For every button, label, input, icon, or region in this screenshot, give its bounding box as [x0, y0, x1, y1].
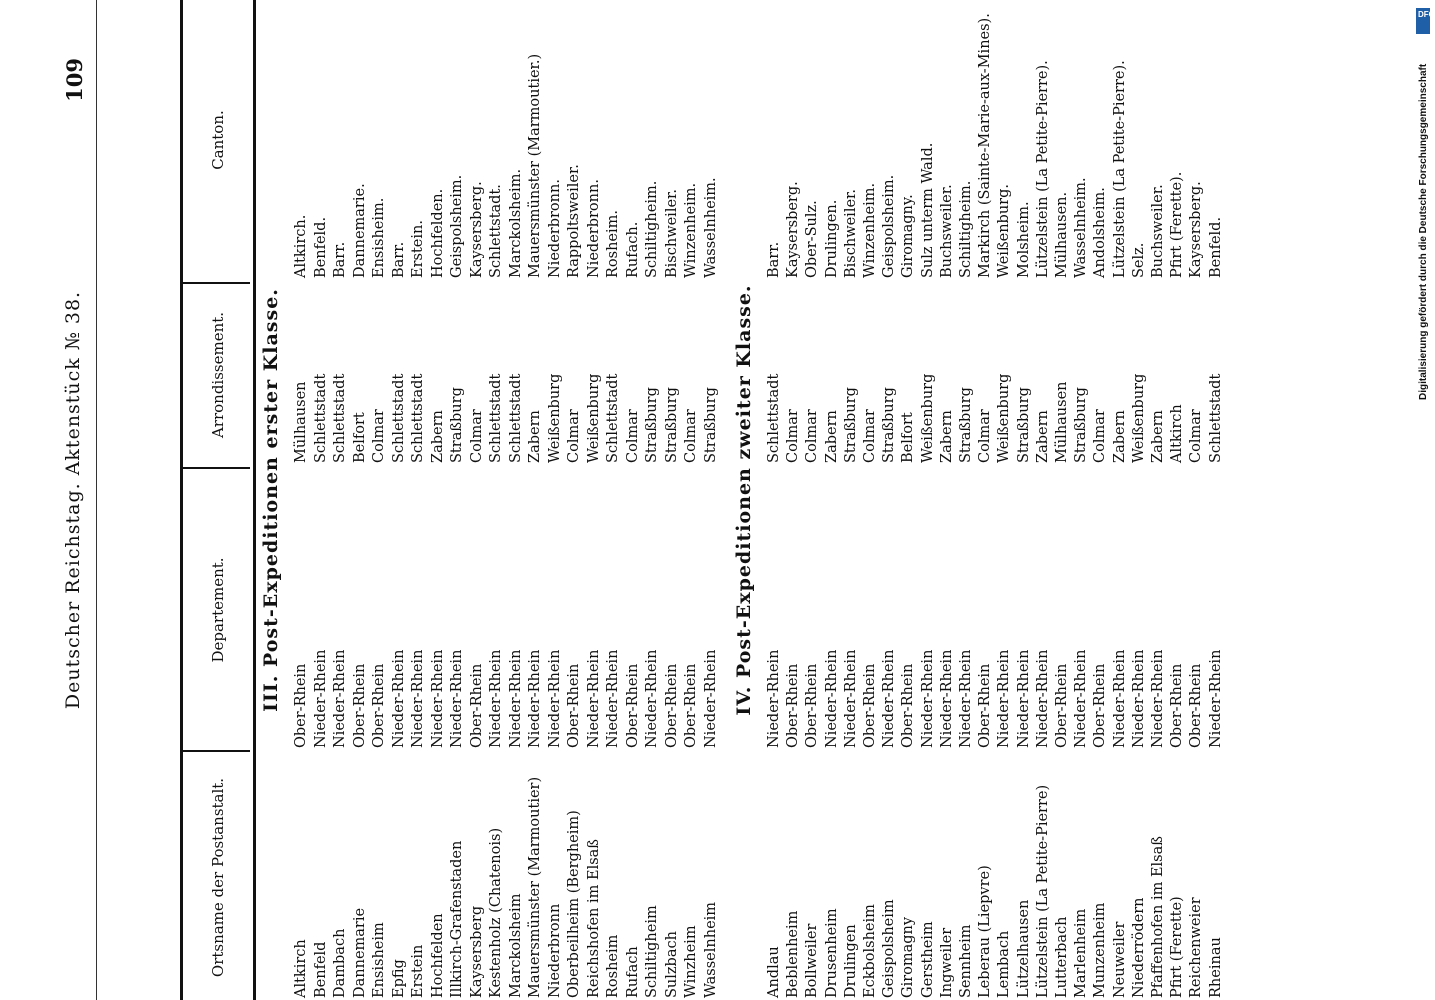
cell-arrondissement: Straßburg: [449, 387, 465, 463]
cell-canton: Bischweiler.: [842, 189, 859, 278]
cell-arrondissement: Straßburg: [702, 387, 719, 463]
table-row: [784, 0, 802, 1000]
cell-arrondissement: Straßburg: [644, 387, 660, 463]
table-row: [1015, 0, 1033, 1000]
cell-ortsname: Rosheim: [605, 934, 621, 998]
cell-arrondissement: Zabern: [429, 410, 446, 463]
table-row: [1034, 0, 1052, 1000]
table-row: [976, 0, 994, 1000]
table-row: [624, 0, 642, 1000]
cell-canton: Lützelstein (La Petite-Pierre).: [1034, 60, 1051, 278]
cell-arrondissement: Colmar: [683, 409, 699, 463]
cell-arrondissement: Straßburg: [958, 387, 974, 463]
cell-ortsname: Erstein: [410, 944, 426, 998]
cell-canton: Wasselnheim.: [702, 177, 719, 278]
cell-ortsname: Ensisheim: [371, 922, 387, 998]
cell-canton: Geispolsheim.: [881, 174, 898, 278]
cell-arrondissement: Zabern: [938, 410, 955, 463]
cell-departement: Nieder-Rhein: [488, 649, 504, 748]
cell-ortsname: Lembach: [996, 930, 1013, 998]
running-head: [62, 0, 98, 1000]
table-row: [448, 0, 466, 1000]
table-row: [919, 0, 937, 1000]
cell-arrondissement: Zabern: [1150, 410, 1166, 463]
cell-ortsname: Ingweiler: [938, 927, 955, 998]
cell-ortsname: Marckolsheim: [507, 893, 524, 998]
cell-ortsname: Epfig: [390, 959, 407, 998]
cell-arrondissement: Colmar: [1092, 409, 1109, 463]
cell-arrondissement: Schlettstadt: [766, 373, 782, 463]
cell-arrondissement: Colmar: [1188, 409, 1205, 463]
table-row: [995, 0, 1013, 1000]
cell-arrondissement: Zabern: [527, 410, 543, 463]
cell-canton: Lützelstein (La Petite-Pierre).: [1111, 60, 1128, 278]
table-row: [429, 0, 447, 1000]
header-divider: [180, 467, 250, 469]
cell-canton: Niederbronn.: [546, 179, 563, 278]
cell-ortsname: Drusenheim: [823, 908, 840, 998]
cell-departement: Nieder-Rhein: [605, 649, 621, 748]
table-row: [331, 0, 349, 1000]
cell-ortsname: Drulingen: [842, 924, 859, 998]
cell-ortsname: Munzenheim: [1092, 902, 1109, 998]
cell-canton: Barr.: [332, 241, 348, 278]
cell-departement: Nieder-Rhein: [546, 649, 563, 748]
cell-departement: Nieder-Rhein: [996, 649, 1013, 748]
cell-ortsname: Pfaffenhofen im Elsaß: [1150, 836, 1166, 998]
table-row: [803, 0, 821, 1000]
table-row: [1168, 0, 1186, 1000]
cell-departement: Nieder-Rhein: [766, 649, 782, 748]
cell-canton: Niederbronn.: [585, 179, 602, 278]
cell-canton: Bischweiler.: [663, 189, 680, 278]
cell-arrondissement: Colmar: [566, 409, 582, 463]
dfg-logo-text: DFG: [1418, 10, 1435, 19]
cell-canton: Barr.: [390, 241, 407, 278]
cell-departement: Ober-Rhein: [351, 663, 368, 748]
cell-arrondissement: Straßburg: [663, 387, 680, 463]
cell-canton: Hochfelden.: [429, 188, 446, 278]
table-row: [880, 0, 898, 1000]
cell-ortsname: Altkirch: [293, 939, 309, 998]
cell-canton: Giromagny.: [900, 194, 917, 278]
cell-arrondissement: Zabern: [1034, 410, 1051, 463]
column-header-departement: Departement.: [209, 557, 227, 663]
table-row: [842, 0, 860, 1000]
cell-departement: Nieder-Rhein: [507, 649, 524, 748]
cell-canton: Winzenheim.: [862, 182, 878, 278]
cell-canton: Pfirt (Ferette).: [1169, 171, 1186, 278]
cell-departement: Nieder-Rhein: [938, 649, 955, 748]
cell-canton: Benfeld.: [1207, 216, 1224, 278]
table-row: [604, 0, 622, 1000]
cell-canton: Ober-Sulz.: [804, 200, 821, 278]
cell-ortsname: Kestenholz (Chatenois): [488, 827, 504, 998]
cell-departement: Nieder-Rhein: [332, 649, 348, 748]
cell-arrondissement: Weißenburg: [996, 373, 1013, 463]
cell-arrondissement: Weißenburg: [919, 373, 936, 463]
cell-ortsname: Dambach: [332, 928, 348, 998]
cell-arrondissement: Colmar: [371, 409, 387, 463]
cell-ortsname: Schiltigheim: [644, 905, 660, 998]
cell-ortsname: Reichenweier: [1188, 897, 1205, 998]
cell-arrondissement: Colmar: [862, 409, 878, 463]
cell-canton: Mauersmünster (Marmoutier.): [527, 53, 543, 278]
cell-canton: Kaysersberg.: [785, 181, 802, 278]
table-row: [663, 0, 681, 1000]
cell-arrondissement: Straßburg: [1073, 387, 1090, 463]
table-row: [957, 0, 975, 1000]
head-rule: [96, 0, 97, 1000]
cell-departement: Ober-Rhein: [293, 663, 309, 748]
cell-canton: Geispolsheim.: [449, 174, 465, 278]
table-row: [585, 0, 603, 1000]
cell-arrondissement: Weißenburg: [585, 373, 602, 463]
cell-arrondissement: Schlettstadt: [488, 373, 504, 463]
cell-canton: Schiltigheim.: [644, 180, 660, 278]
cell-departement: Nieder-Rhein: [527, 649, 543, 748]
table-row: [861, 0, 879, 1000]
cell-canton: Kaysersberg.: [468, 181, 485, 278]
cell-ortsname: Giromagny: [900, 916, 917, 998]
cell-ortsname: Bollweiler: [804, 923, 821, 998]
cell-ortsname: Sulzbach: [663, 931, 680, 998]
cell-arrondissement: Belfort: [900, 412, 917, 463]
cell-ortsname: Winzheim: [683, 925, 699, 998]
cell-departement: Nieder-Rhein: [881, 649, 898, 748]
cell-ortsname: Lützelstein (La Petite-Pierre): [1034, 784, 1051, 998]
cell-canton: Buchsweiler.: [938, 184, 955, 278]
cell-departement: Ober-Rhein: [566, 663, 582, 748]
cell-canton: Markirch (Sainte-Marie-aux-Mines).: [977, 13, 994, 278]
cell-departement: Nieder-Rhein: [644, 649, 660, 748]
cell-canton: Rappoltsweiler.: [566, 164, 582, 278]
table-row: [823, 0, 841, 1000]
cell-canton: Ensisheim.: [371, 197, 387, 278]
cell-departement: Ober-Rhein: [1092, 663, 1109, 748]
table-row: [546, 0, 564, 1000]
cell-canton: Mülhausen.: [1054, 191, 1070, 278]
cell-canton: Rufach.: [624, 221, 641, 278]
table-row: [565, 0, 583, 1000]
cell-departement: Ober-Rhein: [1169, 663, 1186, 748]
cell-arrondissement: Schlettstadt: [332, 373, 348, 463]
table-row: [487, 0, 505, 1000]
scan-note: [1418, 8, 1432, 1000]
table-row: [643, 0, 661, 1000]
cell-departement: Nieder-Rhein: [390, 649, 407, 748]
table-row: [507, 0, 525, 1000]
cell-ortsname: Geispolsheim: [881, 899, 898, 998]
cell-arrondissement: Zabern: [1111, 410, 1128, 463]
cell-departement: Nieder-Rhein: [1015, 649, 1032, 748]
cell-ortsname: Niederbronn: [546, 903, 563, 998]
cell-canton: Molsheim.: [1015, 201, 1032, 278]
running-head-title: Deutscher Reichstag. Aktenstück № 38.: [62, 290, 84, 710]
cell-departement: Nieder-Rhein: [1130, 649, 1147, 748]
cell-arrondissement: Straßburg: [842, 387, 859, 463]
cell-departement: Nieder-Rhein: [449, 649, 465, 748]
table-row: [765, 0, 783, 1000]
header-divider: [180, 282, 250, 284]
cell-canton: Selz.: [1130, 242, 1147, 278]
cell-departement: Nieder-Rhein: [1111, 649, 1128, 748]
cell-canton: Kaysersberg.: [1188, 181, 1205, 278]
cell-arrondissement: Colmar: [785, 409, 802, 463]
table-row: [1091, 0, 1109, 1000]
cell-departement: Nieder-Rhein: [410, 649, 426, 748]
cell-canton: Winzenheim.: [683, 182, 699, 278]
table-row: [702, 0, 720, 1000]
cell-ortsname: Gerstheim: [919, 921, 936, 998]
table-row: [409, 0, 427, 1000]
cell-ortsname: Kaysersberg: [468, 905, 485, 998]
cell-ortsname: Wasselnheim: [702, 901, 719, 998]
cell-departement: Ober-Rhein: [804, 663, 821, 748]
cell-arrondissement: Colmar: [624, 409, 641, 463]
cell-arrondissement: Schlettstadt: [312, 373, 329, 463]
cell-arrondissement: Weißenburg: [1130, 373, 1147, 463]
cell-canton: Benfeld.: [312, 216, 329, 278]
cell-departement: Ober-Rhein: [785, 663, 802, 748]
cell-arrondissement: Schlettstadt: [1207, 373, 1224, 463]
cell-departement: Ober-Rhein: [468, 663, 485, 748]
cell-arrondissement: Schlettstadt: [507, 373, 524, 463]
cell-canton: Schiltigheim.: [958, 180, 974, 278]
cell-arrondissement: Zabern: [823, 410, 840, 463]
table-row: [682, 0, 700, 1000]
cell-arrondissement: Straßburg: [1015, 387, 1032, 463]
cell-departement: Nieder-Rhein: [919, 649, 936, 748]
cell-departement: Nieder-Rhein: [958, 649, 974, 748]
table-row: [312, 0, 330, 1000]
cell-departement: Ober-Rhein: [663, 663, 680, 748]
cell-ortsname: Beblenheim: [785, 910, 802, 998]
cell-departement: Ober-Rhein: [900, 663, 917, 748]
cell-departement: Ober-Rhein: [1188, 663, 1205, 748]
table-row: [1207, 0, 1225, 1000]
page-number: 109: [62, 58, 87, 102]
table-row: [1111, 0, 1129, 1000]
cell-ortsname: Hochfelden: [429, 913, 446, 998]
cell-ortsname: Oberbeilheim (Bergheim): [566, 810, 582, 998]
table-row: [351, 0, 369, 1000]
cell-canton: Weißenburg.: [996, 184, 1013, 278]
cell-canton: Erstein.: [410, 220, 426, 278]
table-row: [292, 0, 310, 1000]
cell-departement: Ober-Rhein: [371, 663, 387, 748]
cell-ortsname: Neuweiler: [1111, 921, 1128, 998]
header-divider: [180, 750, 250, 752]
table-row: [899, 0, 917, 1000]
cell-canton: Barr.: [766, 241, 782, 278]
cell-canton: Andolsheim.: [1092, 187, 1109, 278]
cell-canton: Wasselnheim.: [1073, 177, 1090, 278]
cell-departement: Nieder-Rhein: [823, 649, 840, 748]
cell-ortsname: Illkirch-Grafenstaden: [449, 840, 465, 998]
cell-arrondissement: Schlettstadt: [390, 373, 407, 463]
cell-ortsname: Dannemarie: [351, 907, 368, 998]
table-row: [370, 0, 388, 1000]
table-row: [1187, 0, 1205, 1000]
cell-ortsname: Rufach: [624, 946, 641, 998]
section-3-title: III. Post-Expeditionen erster Klasse.: [260, 288, 282, 712]
column-header-arrondissement: Arrondissement.: [209, 311, 227, 439]
table-row: [1149, 0, 1167, 1000]
table-row: [526, 0, 544, 1000]
cell-arrondissement: Colmar: [468, 409, 485, 463]
cell-ortsname: Marlenheim: [1073, 908, 1090, 998]
cell-ortsname: Rheinau: [1207, 937, 1224, 998]
cell-departement: Nieder-Rhein: [312, 649, 329, 748]
cell-ortsname: Pfirt (Ferette): [1169, 896, 1186, 998]
table-row: [468, 0, 486, 1000]
section-4-title: IV. Post-Expeditionen zweiter Klasse.: [733, 284, 755, 716]
cell-departement: Nieder-Rhein: [842, 649, 859, 748]
cell-departement: Ober-Rhein: [1054, 663, 1070, 748]
cell-canton: Altkirch.: [293, 214, 309, 278]
cell-ortsname: Sennheim: [958, 924, 974, 998]
cell-ortsname: Benfeld: [312, 941, 329, 998]
cell-departement: Nieder-Rhein: [1207, 649, 1224, 748]
cell-canton: Marckolsheim.: [507, 168, 524, 278]
cell-canton: Drulingen.: [823, 199, 840, 278]
cell-departement: Ober-Rhein: [683, 663, 699, 748]
cell-arrondissement: Colmar: [977, 409, 994, 463]
cell-canton: Sulz unterm Wald.: [919, 142, 936, 278]
cell-arrondissement: Mülhausen: [1054, 381, 1070, 463]
cell-canton: Rosheim.: [605, 209, 621, 278]
cell-departement: Nieder-Rhein: [1150, 649, 1166, 748]
cell-departement: Nieder-Rhein: [585, 649, 602, 748]
cell-departement: Nieder-Rhein: [429, 649, 446, 748]
scan-note-text: Digitalisierung gefördert durch die Deutsche Forschungsgemeinschaft: [1418, 63, 1429, 400]
cell-ortsname: Leberau (Liepvre): [977, 865, 994, 998]
cell-arrondissement: Belfort: [351, 412, 368, 463]
column-header-canton: Canton.: [209, 110, 227, 170]
cell-canton: Dannemarie.: [351, 183, 368, 278]
table-row: [1072, 0, 1090, 1000]
cell-departement: Nieder-Rhein: [702, 649, 719, 748]
cell-ortsname: Andlau: [766, 946, 782, 998]
column-header-ortsname: Ortsname der Postanstalt.: [209, 777, 227, 978]
cell-ortsname: Mauersmünster (Marmoutier): [527, 776, 543, 998]
cell-canton: Buchsweiler.: [1150, 184, 1166, 278]
table-header: [180, 0, 256, 1000]
cell-departement: Ober-Rhein: [977, 663, 994, 748]
cell-arrondissement: Schlettstadt: [605, 373, 621, 463]
cell-arrondissement: Straßburg: [881, 387, 898, 463]
cell-departement: Nieder-Rhein: [1073, 649, 1090, 748]
cell-departement: Ober-Rhein: [862, 663, 878, 748]
cell-ortsname: Lützelhausen: [1015, 899, 1032, 998]
post-office-table: [180, 0, 1300, 1000]
cell-canton: Schlettstadt.: [488, 184, 504, 278]
cell-ortsname: Niederrödern: [1130, 897, 1147, 998]
cell-departement: Nieder-Rhein: [1034, 649, 1051, 748]
cell-arrondissement: Schlettstadt: [410, 373, 426, 463]
cell-arrondissement: Mülhausen: [293, 381, 309, 463]
cell-arrondissement: Weißenburg: [546, 373, 563, 463]
cell-arrondissement: Altkirch: [1169, 404, 1186, 463]
table-row: [390, 0, 408, 1000]
cell-ortsname: Lutterbach: [1054, 916, 1070, 998]
cell-departement: Ober-Rhein: [624, 663, 641, 748]
cell-ortsname: Reichshofen im Elsaß: [585, 839, 602, 998]
cell-ortsname: Eckbolsheim: [862, 904, 878, 998]
table-row: [1053, 0, 1071, 1000]
table-row: [938, 0, 956, 1000]
table-row: [1130, 0, 1148, 1000]
cell-arrondissement: Colmar: [804, 409, 821, 463]
